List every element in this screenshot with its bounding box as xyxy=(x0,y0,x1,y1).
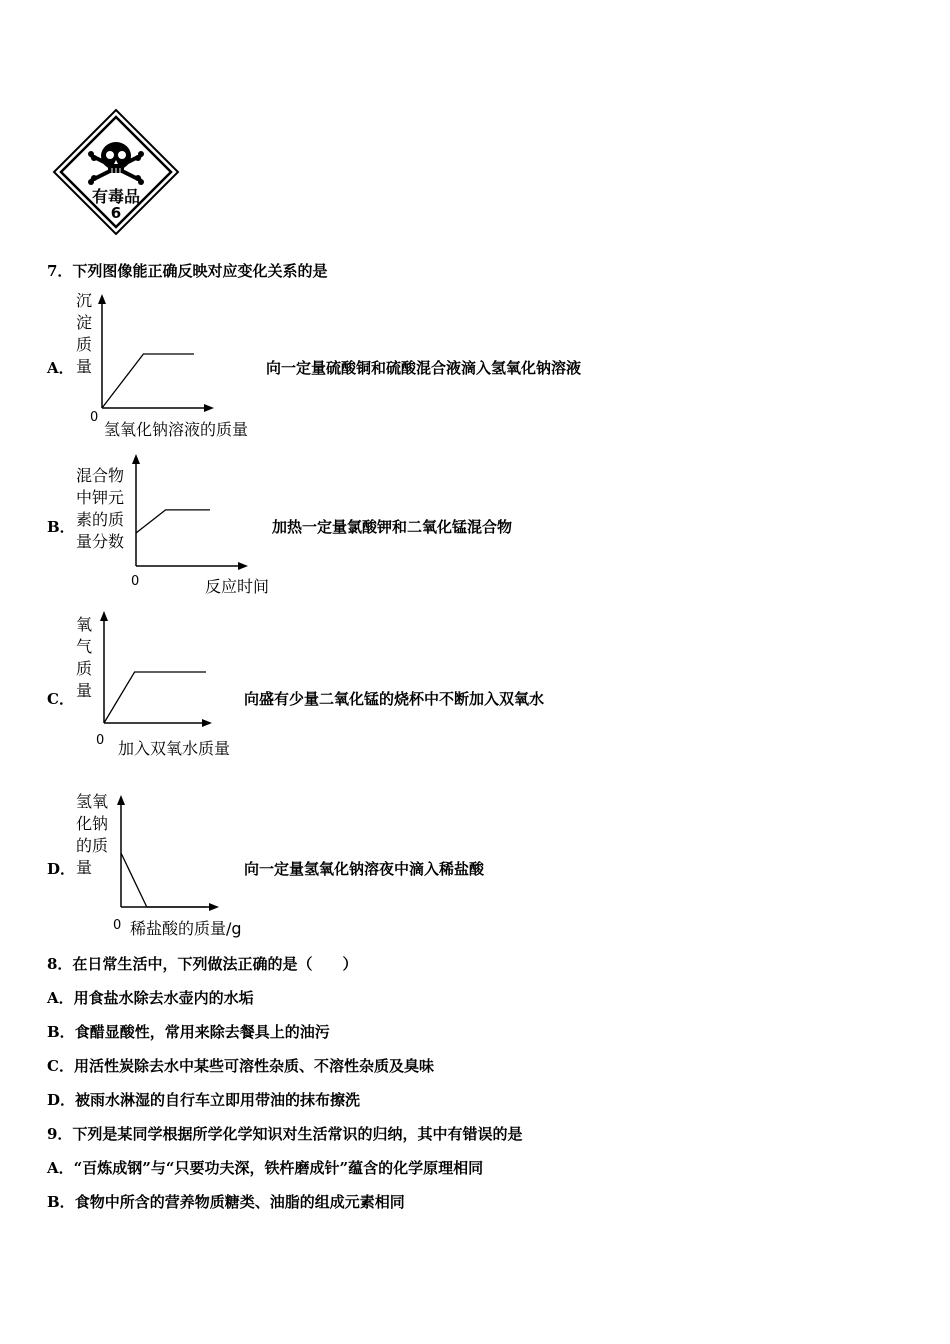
q7-c-x-label: 加入双氧水质量 xyxy=(118,739,231,758)
q7-d-y-label: 氢氧化钠的质量 xyxy=(76,792,109,877)
q8-option-a xyxy=(47,988,254,1008)
q7-a-graph xyxy=(96,292,218,414)
q7-b-curve xyxy=(136,510,210,533)
q9-option-a-text: “百炼成钢”与“只要功夫深，铁杵磨成针”蕴含的化学原理相同 xyxy=(73,1159,484,1177)
q8-option-d xyxy=(47,1090,360,1110)
hazard-label: 有毒品 xyxy=(91,187,140,206)
q7-d-y-arrow xyxy=(117,795,125,805)
q7-c-y-arrow xyxy=(100,611,108,621)
q8-option-c-letter: C． xyxy=(47,1057,74,1075)
q9-stem: 9．下列是某同学根据所学化学知识对生活常识的归纳，其中有错误的是 xyxy=(47,1125,523,1143)
q8-option-a-letter: A． xyxy=(47,989,74,1007)
q7-c-description: 向盛有少量二氧化锰的烧杯中不断加入双氧水 xyxy=(244,690,545,708)
q9-option-a-letter: A． xyxy=(47,1159,74,1177)
q7-d-graph xyxy=(115,793,225,913)
q7-c-origin: 0 xyxy=(96,733,105,748)
q8-option-b-letter: B． xyxy=(47,1023,75,1041)
q7-b-x-arrow xyxy=(238,562,248,570)
q7-c-graph xyxy=(98,609,218,729)
q7-b-x-label: 反应时间 xyxy=(205,577,270,596)
q7-d-description: 向一定量氢氧化钠溶夜中滴入稀盐酸 xyxy=(244,860,485,878)
q8-option-c xyxy=(47,1056,434,1076)
q7-d-x-arrow xyxy=(209,903,219,911)
q7-a-x-arrow xyxy=(204,404,214,412)
q9-option-b xyxy=(47,1192,405,1212)
q8-option-a-text: 用食盐水除去水壶内的水垢 xyxy=(73,989,254,1007)
hazard-class-number: 6 xyxy=(110,204,122,222)
q7-d-origin: 0 xyxy=(113,918,122,933)
q8-option-b-text: 食醋显酸性，常用来除去餐具上的油污 xyxy=(74,1023,330,1041)
q7-option-c-letter: C． xyxy=(47,690,74,708)
q8-option-d-text: 被雨水淋湿的自行车立即用带油的抹布擦洗 xyxy=(75,1091,361,1109)
q7-a-y-label: 沉淀质量 xyxy=(76,291,93,376)
hazard-sign xyxy=(52,108,180,236)
q7-b-y-label: 混合物中钾元素的质量分数 xyxy=(76,466,125,551)
q8-option-c-text: 用活性炭除去水中某些可溶性杂质、不溶性杂质及臭味 xyxy=(73,1057,434,1075)
q7-b-graph xyxy=(130,452,252,574)
q8-option-b xyxy=(47,1022,330,1042)
q7-a-origin: 0 xyxy=(90,410,99,425)
q7-b-y-arrow xyxy=(132,454,140,464)
q7-a-curve xyxy=(102,354,194,408)
q7-d-x-label: 稀盐酸的质量/g xyxy=(130,919,242,938)
q7-option-a-letter: A． xyxy=(47,359,74,377)
q7-c-y-label: 氧气质量 xyxy=(76,615,93,700)
q9-option-b-text: 食物中所含的营养物质糖类、油脂的组成元素相同 xyxy=(74,1193,405,1211)
q7-c-curve xyxy=(104,672,206,723)
q7-a-x-label: 氢氧化钠溶液的质量 xyxy=(104,420,249,439)
q8-stem: 8．在日常生活中，下列做法正确的是（ ） xyxy=(47,955,358,973)
q7-c-x-arrow xyxy=(202,719,212,727)
q7-b-origin: 0 xyxy=(131,574,140,589)
q9-option-a xyxy=(47,1158,483,1178)
q7-a-y-arrow xyxy=(98,294,106,304)
q7-stem: 7．下列图像能正确反映对应变化关系的是 xyxy=(47,262,328,280)
q9-option-b-letter: B． xyxy=(47,1193,75,1211)
q7-b-description: 加热一定量氯酸钾和二氧化锰混合物 xyxy=(272,518,513,536)
q7-option-b-letter: B． xyxy=(47,518,75,536)
q7-option-d-letter: D． xyxy=(47,860,76,878)
q8-option-d-letter: D． xyxy=(47,1091,76,1109)
q7-d-curve xyxy=(121,853,207,907)
q7-a-description: 向一定量硫酸铜和硫酸混合液滴入氢氧化钠溶液 xyxy=(266,359,582,377)
